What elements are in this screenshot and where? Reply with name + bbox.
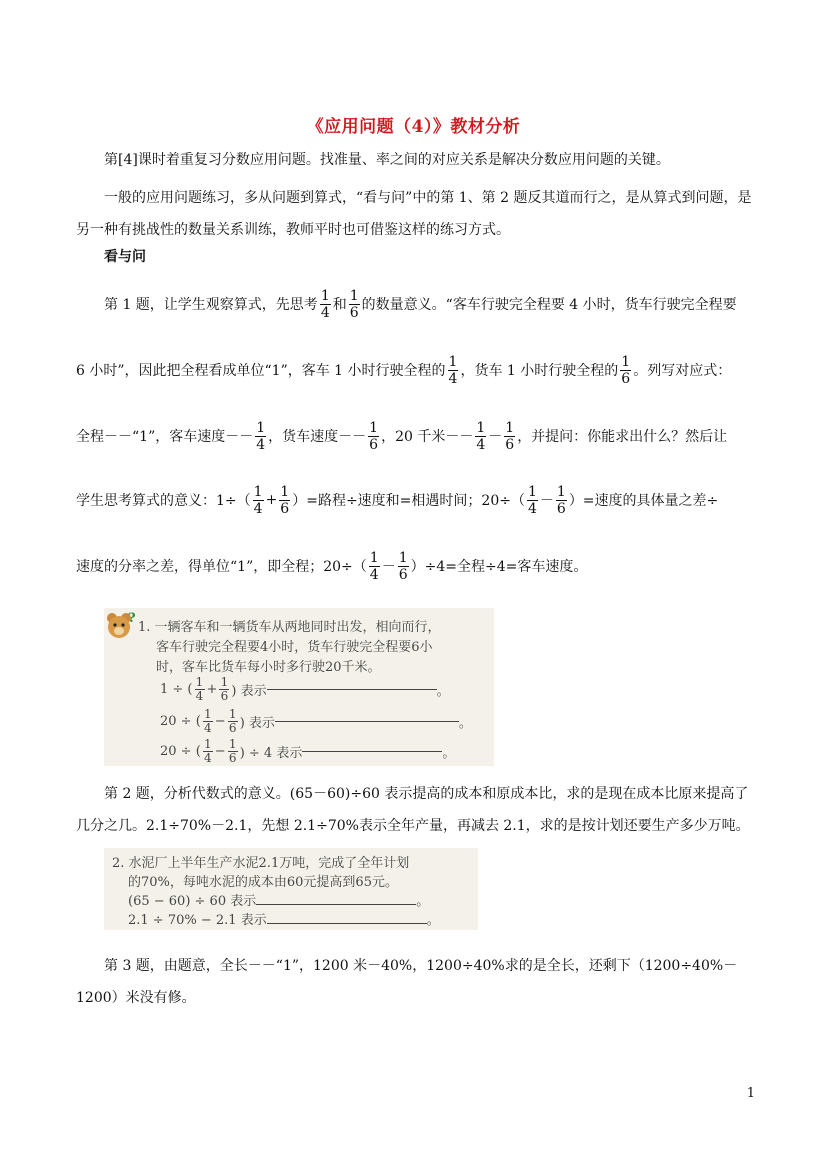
textbook-2-line: 的70%，每吨水泥的成本由60元提高到65元。 bbox=[128, 875, 398, 890]
fraction-one-quarter: $\frac{1}{4}$ bbox=[253, 483, 263, 517]
page-title: 《应用问题（4）》教材分析 bbox=[306, 117, 521, 137]
fraction-one-sixth: $\frac{1}{6}$ bbox=[398, 549, 408, 583]
svg-text:?: ? bbox=[128, 611, 136, 626]
fraction-one-sixth: $\frac{1}{6}$ bbox=[621, 353, 631, 387]
fraction-one-sixth: $\frac{1}{6}$ bbox=[505, 419, 515, 453]
textbook-1-line: 客车行驶完全程要4小时，货车行驶完全程要6小 bbox=[156, 640, 433, 655]
fraction-one-quarter: $\frac{1}{4}$ bbox=[256, 419, 266, 453]
answer-blank bbox=[256, 904, 416, 905]
answer-blank bbox=[267, 689, 437, 690]
answer-blank bbox=[302, 751, 442, 752]
textbook-1-line: 时，客车比货车每小时多行驶20千米。 bbox=[156, 660, 381, 675]
q1-text: 第 1 题，让学生观察算式，先思考 bbox=[104, 297, 318, 313]
textbook-1-line: 1. 一辆客车和一辆货车从两地同时出发，相向而行， bbox=[138, 620, 441, 635]
q1-text: － bbox=[381, 559, 396, 575]
q2-paragraph: 第 2 题，分析代数式的意义。(65－60)÷60 表示提高的成本和原成本比，求的是现在成本比原来提高了几分之几。2.1÷70%－2.1，先想 2.1÷70%表示全年产量，再减去 2.1，求的是按计划还要生产多少万吨。 bbox=[76, 786, 750, 834]
q1-text: + bbox=[265, 492, 278, 508]
textbook-2-line: 2. 水泥厂上半年生产水泥2.1万吨，完成了全年计划 bbox=[112, 856, 410, 871]
fraction-one-quarter: $\frac{1}{4}$ bbox=[476, 419, 486, 453]
q1-text: 和 bbox=[332, 297, 347, 313]
fraction-one-sixth: $\frac{1}{6}$ bbox=[556, 483, 566, 517]
q1-text: ）=路程÷速度和=相遇时间；20÷（ bbox=[292, 493, 525, 509]
q1-text: ）=速度的具体量之差÷ bbox=[568, 493, 719, 509]
fraction-one-quarter: $\frac{1}{4}$ bbox=[320, 287, 330, 321]
q1-text: ，并提问：你能求出什么？然后让 bbox=[517, 429, 728, 445]
fraction-one-sixth: $\frac{1}{6}$ bbox=[280, 483, 290, 517]
textbook-2-row-2: 2.1 ÷ 70% − 2.1 表示 。 bbox=[128, 913, 440, 928]
textbook-1-row-3: 20 ÷ ( $\frac{1}{4}$ − $\frac{1}{6}$ ) ÷ 4 表示 。 bbox=[160, 737, 456, 765]
textbook-1-row-2: 20 ÷ ( $\frac{1}{4}$ − $\frac{1}{6}$ ) 表示 。 bbox=[160, 707, 472, 735]
textbook-2-row-1: (65 − 60) ÷ 60 表示 。 bbox=[128, 894, 430, 909]
q1-text: － bbox=[488, 429, 503, 445]
q1-text: 6 小时”，因此把全程看成单位“1”，客车 1 小时行驶全程的 bbox=[76, 363, 446, 379]
q1-text: 。列写对应式： bbox=[633, 363, 732, 379]
answer-blank bbox=[275, 721, 459, 722]
answer-blank bbox=[267, 923, 427, 924]
q1-text: 学生思考算式的意义：1÷（ bbox=[76, 493, 251, 509]
q1-line-4 bbox=[76, 480, 766, 520]
fraction-one-sixth: $\frac{1}{6}$ bbox=[349, 287, 359, 321]
fraction-one-quarter: $\frac{1}{4}$ bbox=[369, 549, 379, 583]
q1-text: － bbox=[539, 493, 554, 509]
fraction-one-quarter: $\frac{1}{4}$ bbox=[448, 353, 458, 387]
q1-text: ，货车速度－－ bbox=[268, 429, 367, 445]
q1-line-2 bbox=[76, 350, 766, 390]
textbook-excerpt-1 bbox=[104, 608, 494, 766]
q1-text: ）÷4=全程÷4=客车速度。 bbox=[410, 559, 588, 575]
q1-line-3 bbox=[76, 416, 766, 456]
textbook-excerpt-2 bbox=[104, 848, 478, 930]
q1-text: 的数量意义。“客车行驶完全程要 4 小时，货车行驶完全程要 bbox=[361, 297, 737, 313]
textbook-1-row-1: 1 ÷ ( $\frac{1}{4}$ + $\frac{1}{6}$ ) 表示 。 bbox=[160, 675, 450, 703]
q1-text: ，货车 1 小时行驶全程的 bbox=[460, 363, 619, 379]
bear-mascot-icon bbox=[104, 610, 136, 644]
intro-paragraph-1: 第[4]课时着重复习分数应用问题。找准量、率之间的对应关系是解决分数应用问题的关键。 bbox=[104, 152, 670, 168]
section-heading: 看与问 bbox=[104, 249, 146, 265]
intro-paragraph-2: 一般的应用问题练习，多从问题到算式，“看与问”中的第 1、第 2 题反其道而行之，是从算式到问题，是另一种有挑战性的数量关系训练，教师平时也可借鉴这样的练习方式。 bbox=[76, 190, 752, 238]
q3-paragraph: 第 3 题，由题意，全长－－“1”，1200 米－40%，1200÷40%求的是全长，还剩下（1200÷40%－1200）米没有修。 bbox=[76, 958, 738, 1006]
page-number: 1 bbox=[746, 1086, 755, 1101]
q1-line-1 bbox=[104, 284, 794, 324]
q1-text: ，20 千米－－ bbox=[381, 429, 474, 445]
q1-text: 速度的分率之差，得单位“1”，即全程；20÷（ bbox=[76, 559, 367, 575]
fraction-one-quarter: $\frac{1}{4}$ bbox=[527, 483, 537, 517]
q1-text: 全程－－“1”，客车速度－－ bbox=[76, 429, 254, 445]
fraction-one-sixth: $\frac{1}{6}$ bbox=[369, 419, 379, 453]
q1-line-5 bbox=[76, 546, 766, 586]
